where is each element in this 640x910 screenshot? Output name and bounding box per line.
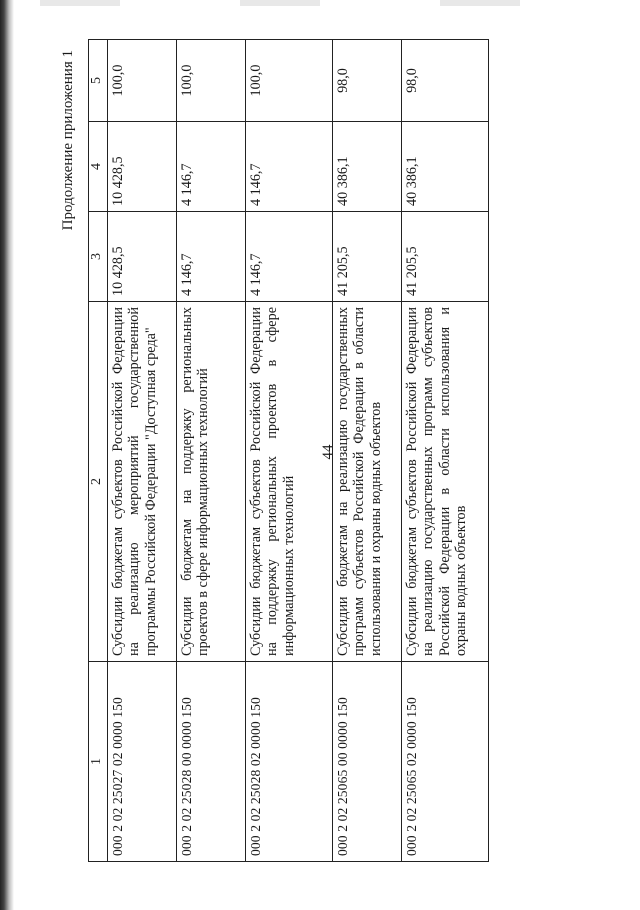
- amount-cell: 41 205,5: [333, 212, 402, 302]
- column-header: 2: [89, 302, 108, 662]
- percent-cell: 100,0: [177, 40, 246, 122]
- table-row: [246, 40, 333, 862]
- description-cell: Субсидии бюджетам субъектов Российской Федерации на реализацию государственных программ субъектов Российской Федерации в области использования и охраны водных объектов: [402, 302, 489, 662]
- percent-cell: 98,0: [333, 40, 402, 122]
- amount-cell: 4 146,7: [177, 122, 246, 212]
- table-header-row: [89, 40, 108, 862]
- column-header: 4: [89, 122, 108, 212]
- budget-code-cell: 000 2 02 25028 00 0000 150: [177, 662, 246, 862]
- budget-table: [88, 39, 489, 862]
- column-header: 5: [89, 40, 108, 122]
- table-row: [177, 40, 246, 862]
- amount-cell: 10 428,5: [108, 212, 177, 302]
- column-header: 3: [89, 212, 108, 302]
- description-cell: Субсидии бюджетам субъектов Российской Федерации на поддержку региональных проектов в сфере информационных технологий: [246, 302, 333, 662]
- amount-cell: 4 146,7: [177, 212, 246, 302]
- amount-cell: 10 428,5: [108, 122, 177, 212]
- budget-code-cell: 000 2 02 25065 00 0000 150: [333, 662, 402, 862]
- amount-cell: 4 146,7: [246, 122, 333, 212]
- budget-code-cell: 000 2 02 25027 02 0000 150: [108, 662, 177, 862]
- description-cell: Субсидии бюджетам субъектов Российской Федерации на реализацию мероприятий государственной программы Российской Федерации "Доступная среда": [108, 302, 177, 662]
- amount-cell: 40 386,1: [333, 122, 402, 212]
- column-header: 1: [89, 662, 108, 862]
- table-row: [333, 40, 402, 862]
- budget-code-cell: 000 2 02 25028 02 0000 150: [246, 662, 333, 862]
- budget-code-cell: 000 2 02 25065 02 0000 150: [402, 662, 489, 862]
- percent-cell: 100,0: [108, 40, 177, 122]
- amount-cell: 40 386,1: [402, 122, 489, 212]
- page-number: 44: [320, 444, 336, 460]
- percent-cell: 98,0: [402, 40, 489, 122]
- description-cell: Субсидии бюджетам на реализацию государственных программ субъектов Российской Федерации в области использования и охраны водных объектов: [333, 302, 402, 662]
- appendix-title: Продолжение приложения 1: [60, 50, 76, 231]
- description-cell: Субсидии бюджетам на поддержку региональных проектов в сфере информационных технологий: [177, 302, 246, 662]
- percent-cell: 100,0: [246, 40, 333, 122]
- amount-cell: 4 146,7: [246, 212, 333, 302]
- amount-cell: 41 205,5: [402, 212, 489, 302]
- table-row: [108, 40, 177, 862]
- table-row: [402, 40, 489, 862]
